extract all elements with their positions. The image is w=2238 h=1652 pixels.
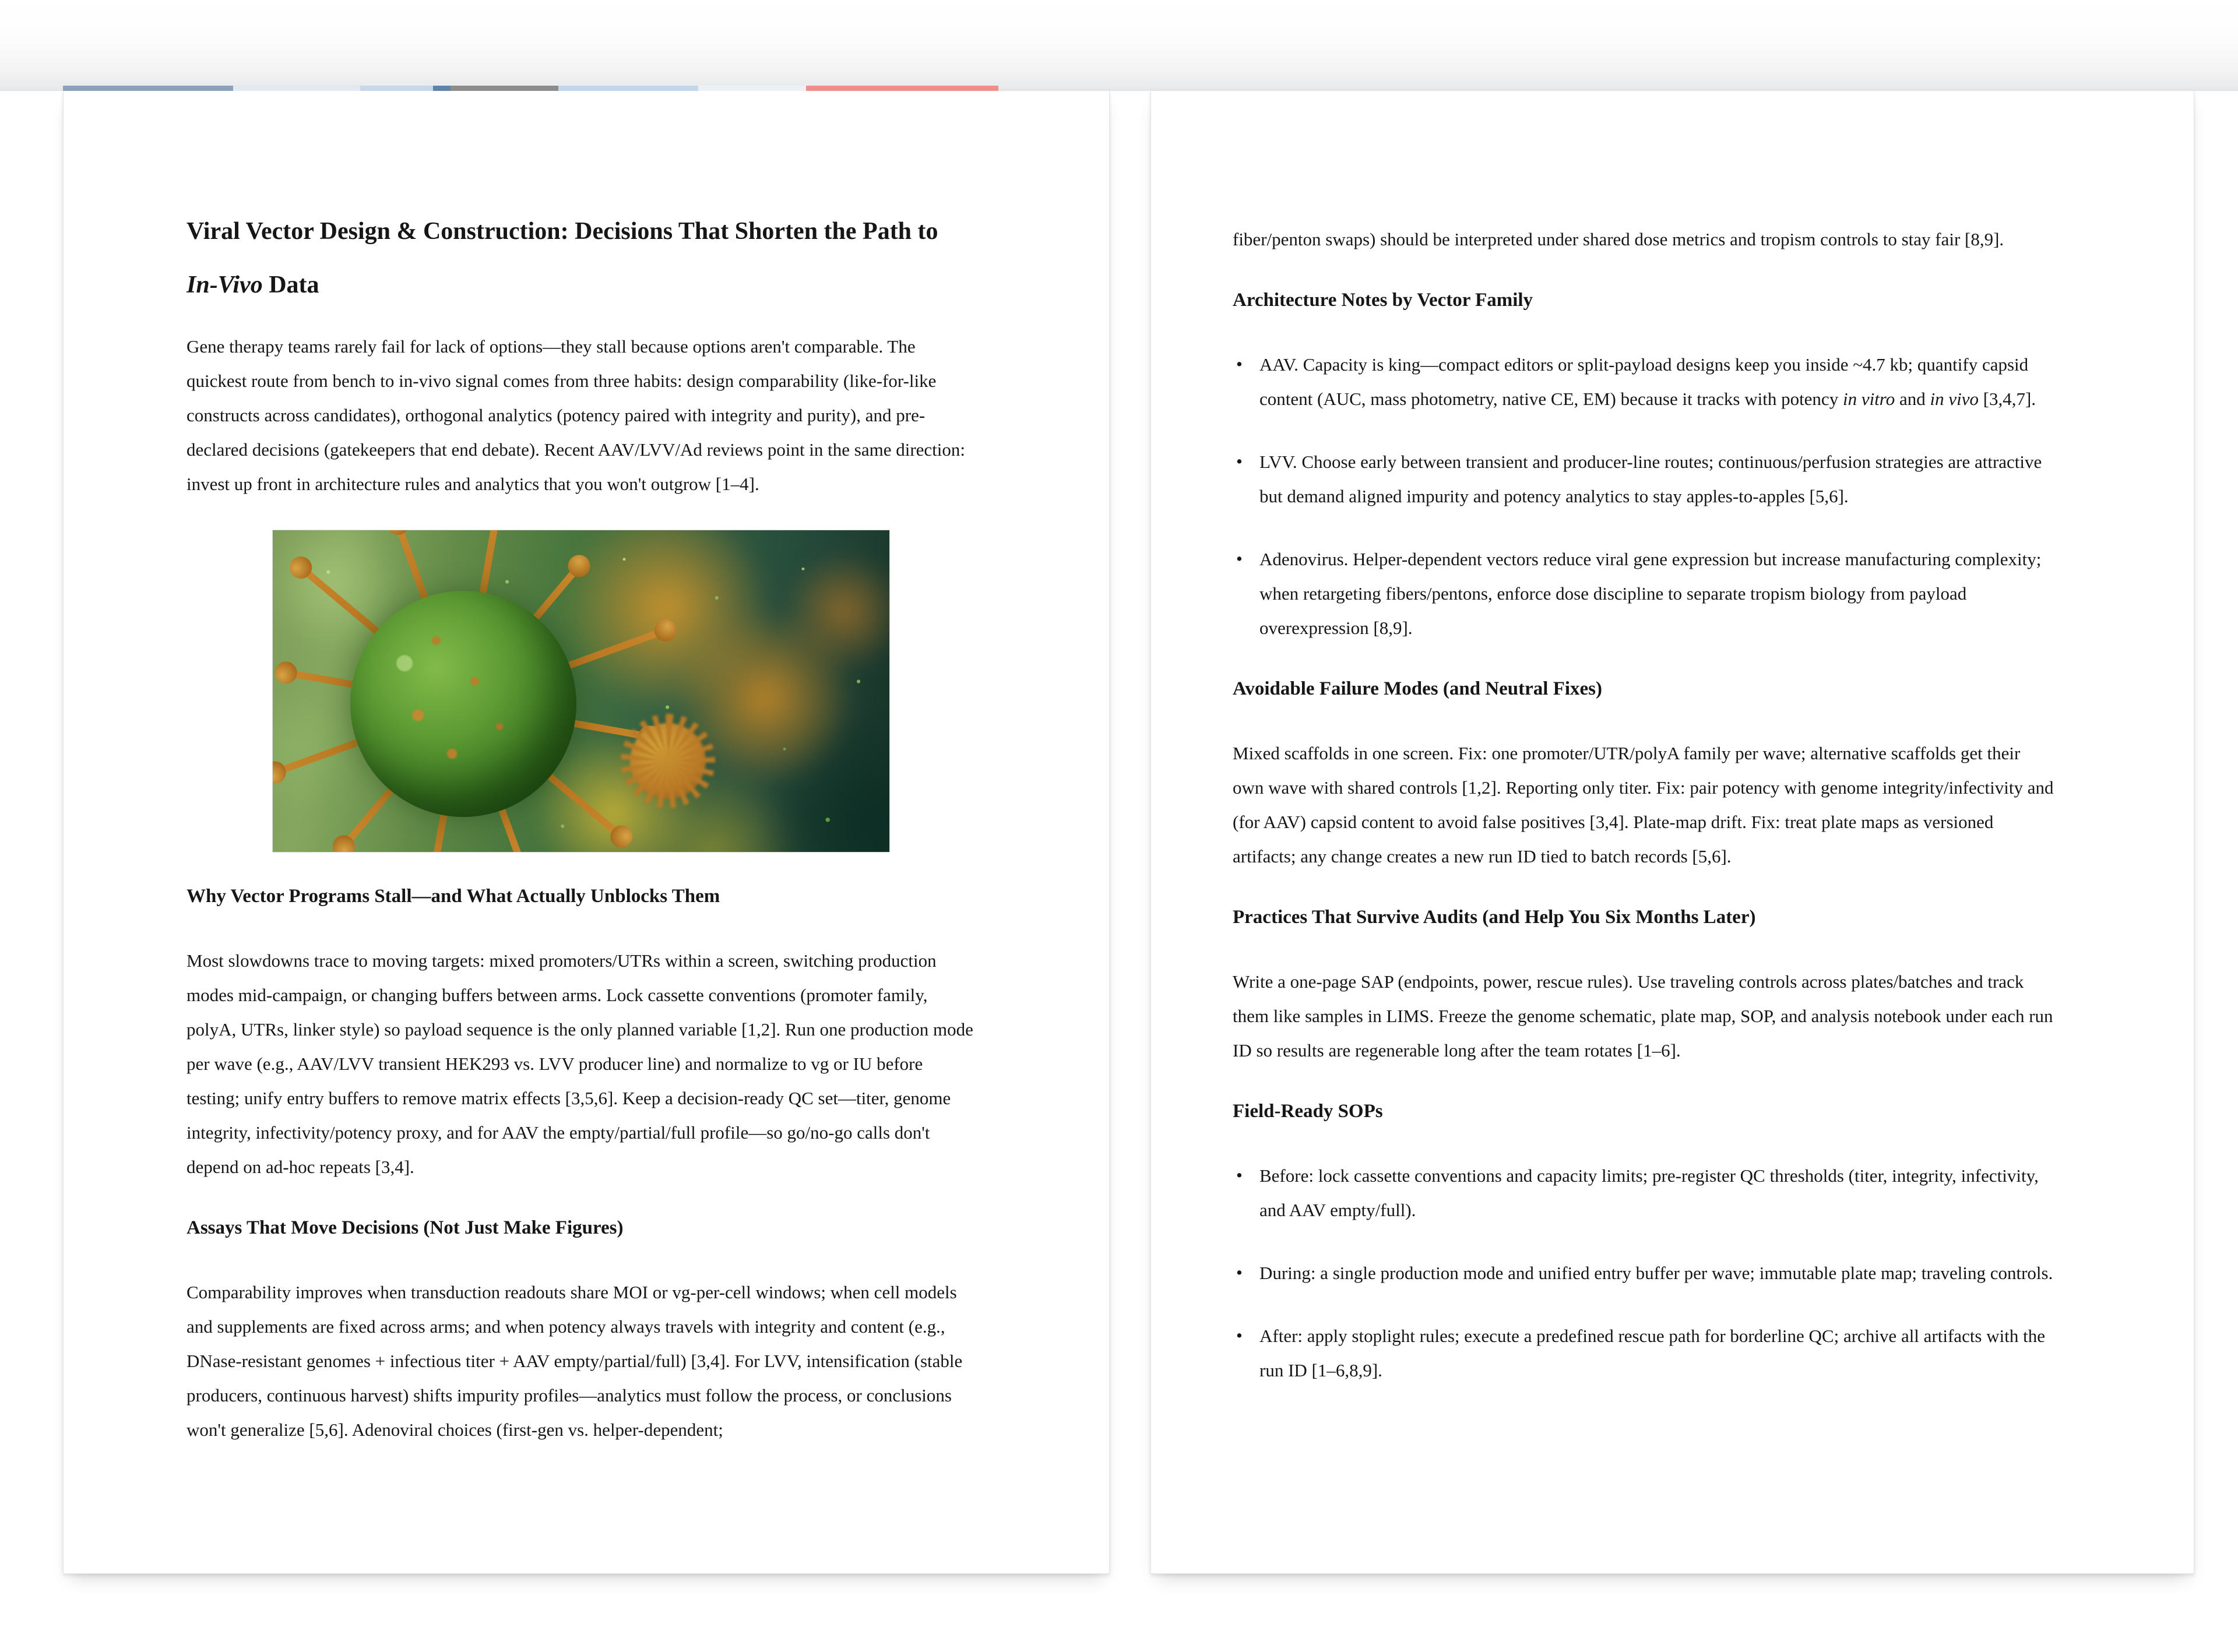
toolbar-edge-segment xyxy=(433,86,451,91)
text-run: Before: lock cassette conventions and capacity limits; pre-register QC thresholds (titer, integrity, infectivity, and AAV empty/full). xyxy=(1259,1165,2039,1220)
italic-text-run: in vitro xyxy=(1842,389,1895,409)
text-run: After: apply stoplight rules; execute a predefined rescue path for borderline QC; archive all artifacts with the run ID [1–6,8,9]. xyxy=(1259,1326,2045,1380)
architecture-bullet-list xyxy=(1233,347,2054,645)
heading-field-ready-sops: Field-Ready SOPs xyxy=(1233,1101,1383,1122)
toolbar-edge-segment xyxy=(63,86,233,91)
toolbar-edge-segment xyxy=(806,86,998,91)
bullet-item xyxy=(1233,542,2054,645)
bullet-item xyxy=(1233,1319,2054,1387)
toolbar-edge-segment xyxy=(698,86,806,91)
virus-illustration xyxy=(272,530,890,853)
text-run: Data xyxy=(262,272,319,298)
sops-bullet-list xyxy=(1233,1158,2054,1387)
paragraph-intro: Gene therapy teams rarely fail for lack of options—they stall because options aren't comparable. The quickest route from bench to in-vivo signal comes from three habits: design comparability (like-for-like constructs across candidates), orthogonal analytics (potency paired with integrity and purity), and pre-declared decisions (gatekeepers that end debate). Recent AAV/LVV/Ad reviews point in the same direction: invest up front in architecture rules and analytics that you won't outgrow [1–4]. xyxy=(186,336,966,494)
page-1 xyxy=(63,90,1110,1574)
heading-architecture-notes: Architecture Notes by Vector Family xyxy=(1233,290,1533,311)
toolbar-edge-segment xyxy=(451,86,558,91)
heading-practices: Practices That Survive Audits (and Help You Six Months Later) xyxy=(1233,907,1756,928)
paragraph-assays: Comparability improves when transduction readouts share MOI or vg-per-cell windows; when cell models and supplements are fixed across arms; and when potency always travels with integrity and content (e.g., DNase-resistant genomes + infectious titer + AAV empty/partial/full) [3,4]. For LVV, intensification (stable producers, continuous harvest) shifts impurity profiles—analytics must follow the process, or conclusions won't generalize [5,6]. Adenoviral choices (first-gen vs. helper-dependent; xyxy=(186,1282,963,1440)
bullet-item xyxy=(1233,1256,2054,1290)
toolbar-edge-segment xyxy=(233,86,360,91)
paragraph-why-programs-stall: Most slowdowns trace to moving targets: mixed promoters/UTRs within a screen, switching production modes mid-campaign, or changing buffers between arms. Lock cassette conventions (promoter family, polyA, UTRs, linker style) so payload sequence is the only planned variable [1,2]. Run one production mode per wave (e.g., AAV/LVV transient HEK293 vs. LVV producer line) and normalize to vg or IU before testing; unify entry buffers to remove matrix effects [3,5,6]. Keep a decision-ready QC set—titer, genome integrity, infectivity/potency proxy, and for AAV the empty/partial/full profile—so go/no-go calls don't depend on ad-hoc repeats [3,4]. xyxy=(186,950,973,1177)
text-run: and xyxy=(1895,389,1930,409)
toolbar-edge-segment xyxy=(360,86,433,91)
page-2 xyxy=(1150,90,2194,1574)
toolbar-edge-segment xyxy=(558,86,698,91)
bullet-item xyxy=(1233,445,2054,513)
virus-particle xyxy=(341,582,586,826)
bullet-item xyxy=(1233,347,2054,416)
mini-virus-particle xyxy=(630,723,706,799)
heading-why-programs-stall: Why Vector Programs Stall—and What Actually Unblocks Them xyxy=(186,886,720,907)
text-run: During: a single production mode and unified entry buffer per wave; immutable plate map; traveling controls. xyxy=(1259,1263,2053,1283)
paragraph-failure-modes: Mixed scaffolds in one screen. Fix: one promoter/UTR/polyA family per wave; alternative scaffolds get their own wave with shared controls [1,2]. Reporting only titer. Fix: pair potency with genome integrity/infectivity and (for AAV) capsid content to avoid false positives [3,4]. Plate-map drift. Fix: treat plate maps as versioned artifacts; any change creates a new run ID tied to batch records [5,6]. xyxy=(1233,743,2054,866)
virus-body xyxy=(350,591,576,817)
text-run: Viral Vector Design & Construction: Decisions That Shorten the Path to xyxy=(186,218,938,245)
italic-text-run: in vivo xyxy=(1930,389,1979,409)
doc-title xyxy=(186,205,975,312)
top-ambient-shadow xyxy=(0,0,2238,91)
text-run: [3,4,7]. xyxy=(1978,389,2036,409)
paragraph-continuation: fiber/penton swaps) should be interpreted under shared dose metrics and tropism controls to stay fair [8,9]. xyxy=(1233,229,2004,249)
paragraph-practices: Write a one-page SAP (endpoints, power, rescue rules). Use traveling controls across plates/batches and track them like samples in LIMS. Freeze the genome schematic, plate map, SOP, and analysis notebook under each run ID so results are regenerable long after the team rotates [1–6]. xyxy=(1233,971,2053,1061)
heading-failure-modes: Avoidable Failure Modes (and Neutral Fixes) xyxy=(1233,678,1602,699)
toolbar-edge-strip xyxy=(63,86,1110,91)
bullet-item xyxy=(1233,1158,2054,1227)
text-run: LVV. Choose early between transient and producer-line routes; continuous/perfusion strategies are attractive but demand aligned impurity and potency analytics to stay apples-to-apples [5,6]. xyxy=(1259,452,2042,506)
heading-assays: Assays That Move Decisions (Not Just Make Figures) xyxy=(186,1217,624,1238)
text-run: AAV. Capacity is king—compact editors or split-payload designs keep you inside ~4.7 kb; quantify capsid content (AUC, mass photometry, native CE, EM) because it tracks with potency xyxy=(1259,354,2029,409)
italic-text-run: In-Vivo xyxy=(186,272,263,298)
text-run: Adenovirus. Helper-dependent vectors reduce viral gene expression but increase manufacturing complexity; when retargeting fibers/pentons, enforce dose discipline to separate tropism biology from payload overexpression [8,9]. xyxy=(1259,549,2042,638)
